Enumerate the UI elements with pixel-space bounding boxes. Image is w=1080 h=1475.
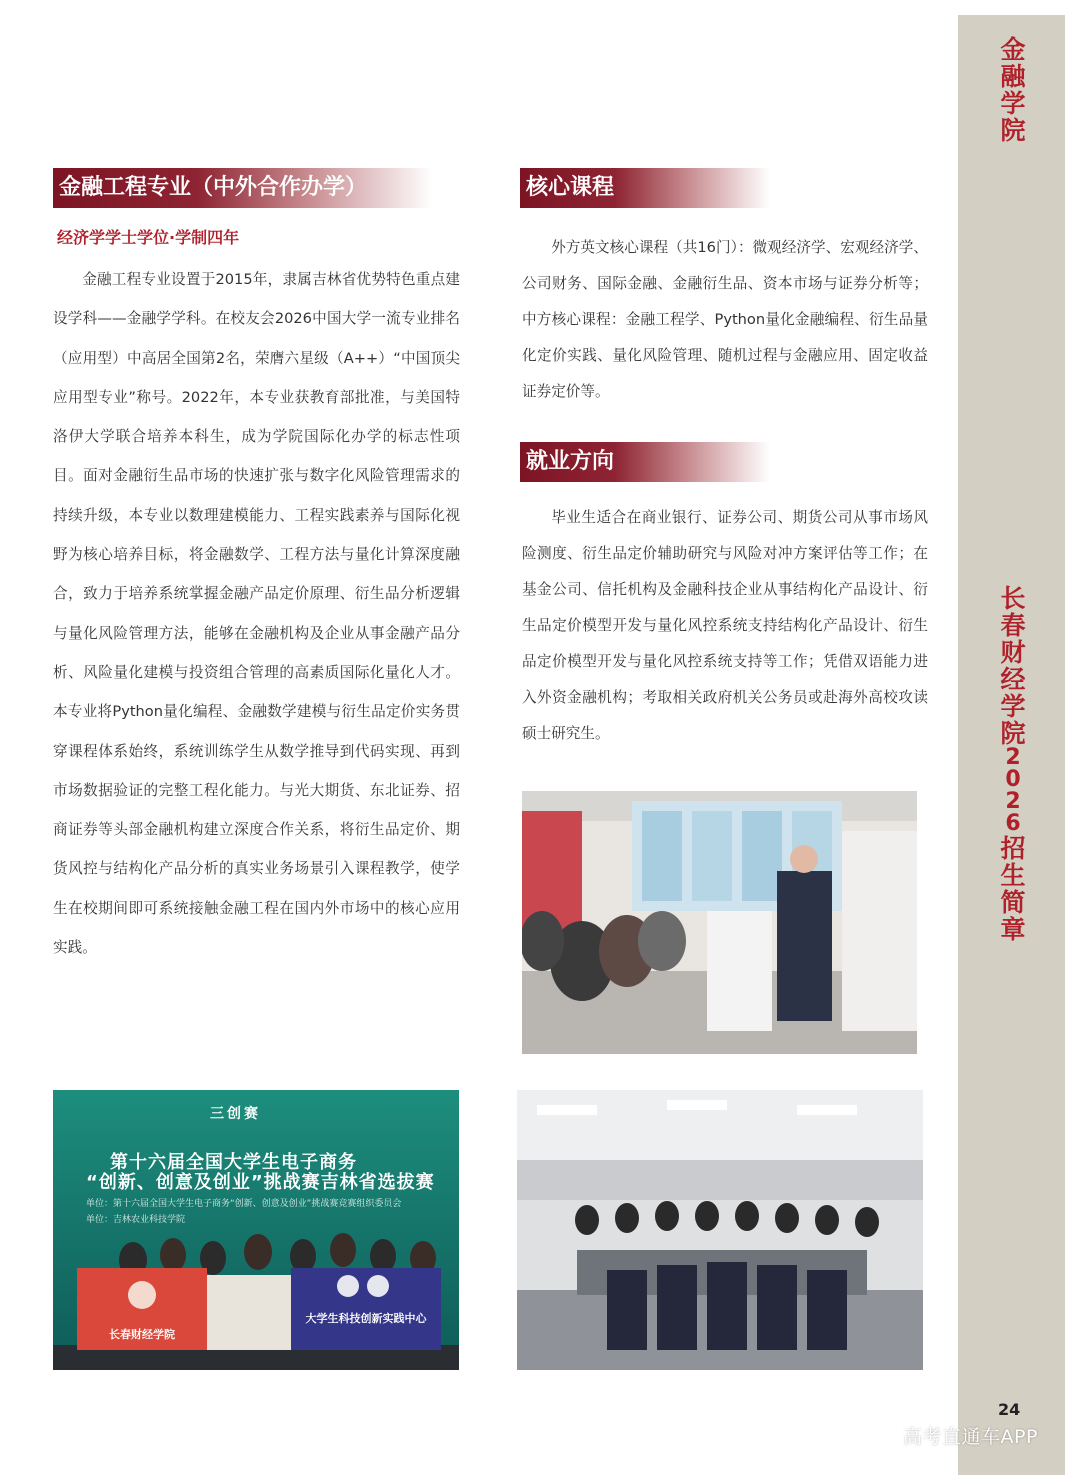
major-description: 金融工程专业设置于2015年，隶属吉林省优势特色重点建设学科——金融学学科。在校友会2026中国大学一流专业排名（应用型）中高居全国第2名，荣膺六星级（A++）“中国顶尖应用型专业”称号。2022年，本专业获教育部批准，与美国特洛伊大学联合培养本科生，成为学院国际化办学的标志性项目。面对金融衍生品市场的快速扩张与数字化风险管理需求的持续升级，本专业以数理建模能力、工程实践素养与国际化视野为核心培养目标，将金融数学、工程方法与量化计算深度融合，致力于培养系统掌握金融产品定价原理、衍生品分析逻辑与量化风险管理方法，能够在金融机构及企业从事金融产品分析、风险量化建模与投资组合管理的高素质国际化量化人才。本专业将Python量化编程、金融数学建模与衍生品定价实务贯穿课程体系始终，系统训练学生从数学推导到代码实现、再到市场数据验证的完整工程化能力。与光大期货、东北证券、招商证券等头部金融机构建立深度合作关系，将衍生品定价、期货风控与结构化产品分析的真实业务场景引入课程教学，使学生在校期间即可系统接触金融工程在国内外市场中的核心应用实践。 [53,271,460,957]
side-glyph: 融 [1000,62,1026,91]
side-glyph: 春 [1000,611,1026,640]
side-digit: 0 [1005,767,1021,792]
side-glyph: 招 [1000,834,1026,863]
side-glyph: 经 [1000,665,1026,694]
major-subheading: 经济学学士学位·学制四年 [57,228,240,247]
employment-text: 毕业生适合在商业银行、证券公司、期货公司从事市场风险测度、衍生品定价辅助研究与风险对冲方案评估等工作；在基金公司、信托机构及金融科技企业从事结构化产品设计、衍生品定价模型开发与量化风控系统支持结构化产品设计、衍生品定价模型开发与量化风控系统支持等工作；凭借双语能力进入外资金融机构；考取相关政府机关公务员或赴海外高校攻读硕士研究生。 [522,509,928,742]
core-courses-text: 外方英文核心课程（共16门）：微观经济学、宏观经济学、公司财务、国际金融、金融衍生品、资本市场与证券分析等；中方核心课程：金融工程学、Python量化金融编程、衍生品量化定价实践、量化风险管理、随机过程与金融应用、固定收益证券定价等。 [522,239,928,400]
side-glyph: 学 [1000,89,1026,118]
side-glyph: 生 [1000,861,1026,890]
event-host-line: 单位：吉林农业科技学院 [86,1215,186,1225]
side-digit: 6 [1005,811,1021,836]
side-digit: 2 [1005,745,1021,770]
side-brochure-title [996,585,1030,943]
side-glyph: 学 [1000,692,1026,721]
side-digit: 2 [1005,789,1021,814]
classroom-photo [522,791,917,1054]
major-heading: 金融工程专业（中外合作办学） [53,168,433,208]
group-photo [517,1090,923,1370]
event-title-line2: “创新、创意及创业”挑战赛吉林省选拔赛 [86,1172,435,1193]
side-glyph: 简 [1000,888,1026,917]
side-college-name [996,36,1030,144]
side-glyph: 院 [1000,116,1026,145]
side-glyph: 章 [1000,915,1026,944]
side-glyph: 长 [1000,584,1026,613]
event-logo: 三创赛 [210,1106,261,1122]
side-glyph: 院 [1000,719,1026,748]
event-title-line1: 第十六届全国大学生电子商务 [110,1152,357,1173]
page-number: 24 [998,1400,1021,1419]
side-glyph: 金 [1000,35,1026,64]
watermark-text: 高考直通车APP [903,1426,1038,1448]
event-organizer-line: 单位：第十六届全国大学生电子商务“创新、创意及创业”挑战赛竞赛组织委员会 [86,1199,402,1209]
side-glyph: 财 [1000,638,1026,667]
core-courses-heading: 核心课程 [520,168,770,208]
innovation-center-banner: 大学生科技创新实践中心 [305,1312,427,1325]
college-banner: 长春财经学院 [109,1328,175,1341]
employment-heading: 就业方向 [520,442,770,482]
